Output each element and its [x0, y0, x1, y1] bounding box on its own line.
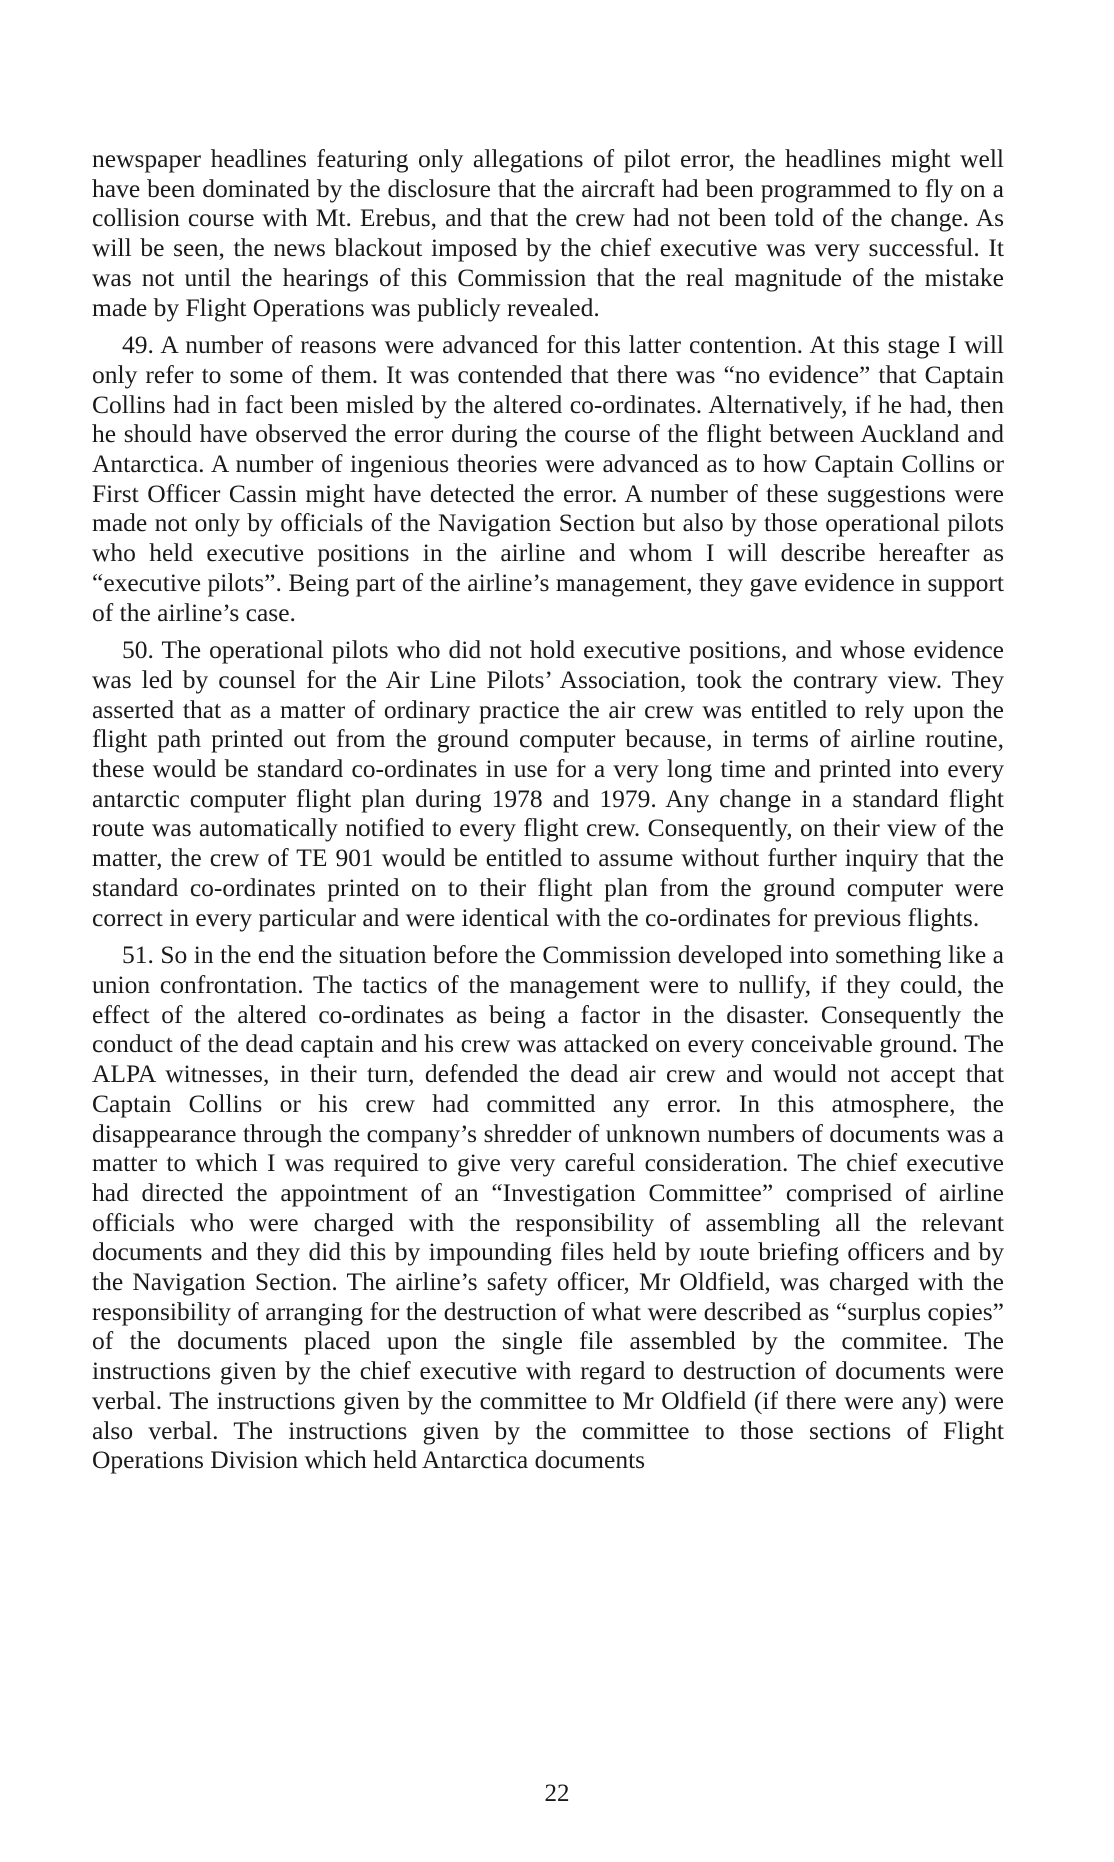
page-number: 22: [544, 1780, 570, 1807]
body-text: [92, 144, 1004, 1483]
paragraph-49: 49. A number of reasons were advanced for this latter contention. At this stage I will only refer to some of them. It was contended that there was “no evidence” that Captain Collins had in fact been misled by the altered co-ordinates. Alternatively, if he had, then he should have observed the error during the course of the flight between Auckland and Antarctica. A number of ingenious theories were advanced as to how Captain Collins or First Officer Cassin might have detected the error. A number of these suggestions were made not only by officials of the Navigation Section but also by those operational pilots who held executive positions in the airline and whom I will describe hereafter as “executive pilots”. Being part of the airline’s management, they gave evidence in support of the airline’s case.: [92, 330, 1004, 627]
paragraph-51: 51. So in the end the situation before the Commission developed into something like a union confrontation. The tactics of the management were to nullify, if they could, the effect of the altered co-ordinates as being a factor in the disaster. Consequently the conduct of the dead captain and his crew was attacked on every conceivable ground. The ALPA witnesses, in their turn, defended the dead air crew and would not accept that Captain Collins or his crew had committed any error. In this atmosphere, the disappearance through the company’s shredder of unknown numbers of documents was a matter to which I was required to give very careful consideration. The chief executive had directed the appointment of an “Investigation Committee” comprised of airline officials who were charged with the responsibility of assembling all the relevant documents and they did this by impounding files held by ıoute briefing officers and by the Navigation Section. The airline’s safety officer, Mr Oldfield, was charged with the responsibility of arranging for the destruction of what were described as “surplus copies” of the documents placed upon the single file assembled by the commitee. The instructions given by the chief executive with regard to destruction of documents were verbal. The instructions given by the committee to Mr Oldfield (if there were any) were also verbal. The instructions given by the committee to those sections of Flight Operations Division which held Antarctica documents: [92, 940, 1004, 1475]
paragraph-continued: newspaper headlines featuring only allegations of pilot error, the headlines might well have been dominated by the disclosure that the aircraft had been programmed to fly on a collision course with Mt. Erebus, and that the crew had not been told of the change. As will be seen, the news blackout imposed by the chief executive was very successful. It was not until the hearings of this Commission that the real magnitude of the mistake made by Flight Operations was publicly revealed.: [92, 144, 1004, 322]
paragraph-50: 50. The operational pilots who did not hold executive positions, and whose evidence was led by counsel for the Air Line Pilots’ Association, took the contrary view. They asserted that as a matter of ordinary practice the air crew was entitled to rely upon the flight path printed out from the ground computer because, in terms of airline routine, these would be standard co-ordinates in use for a very long time and printed into every antarctic computer flight plan during 1978 and 1979. Any change in a standard flight route was automatically notified to every flight crew. Consequently, on their view of the matter, the crew of TE 901 would be entitled to assume without further inquiry that the standard co-ordinates printed on to their flight plan from the ground computer were correct in every particular and were identical with the co-ordinates for previous flights.: [92, 635, 1004, 932]
